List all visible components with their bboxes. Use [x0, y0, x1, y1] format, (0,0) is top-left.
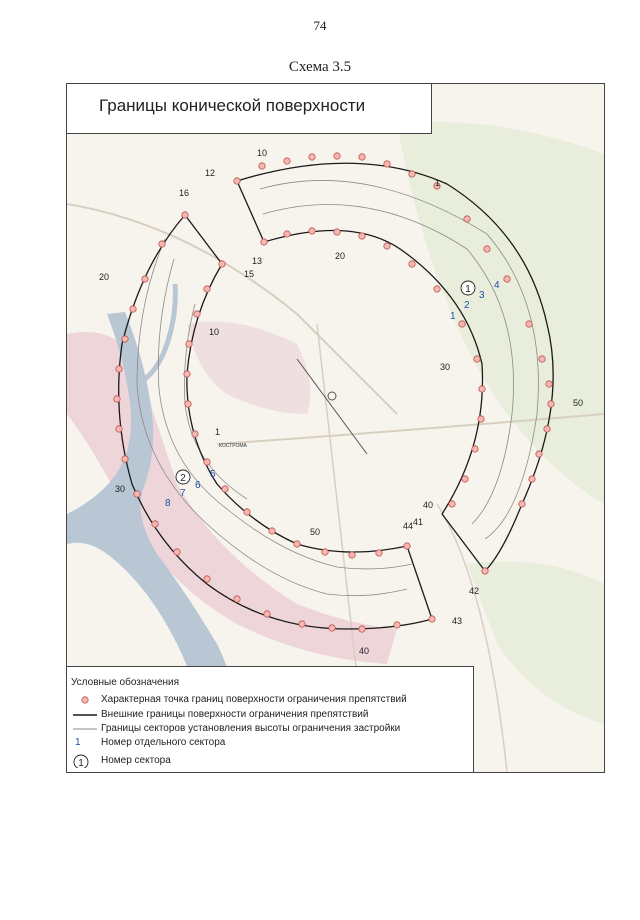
sector-number: 2 — [464, 300, 470, 311]
legend-item-sector-boundary — [67, 722, 473, 736]
sector-number: 5 — [210, 469, 216, 480]
point-label: 43 — [452, 616, 463, 626]
map-title: Границы конической поверхности — [99, 96, 366, 115]
point-label: 1 — [215, 427, 221, 437]
point-label: 20 — [335, 251, 346, 261]
legend — [67, 666, 474, 772]
legend-item-label: Внешние границы поверхности ограничения препятствий — [101, 709, 369, 720]
point-label: 41 — [413, 517, 424, 527]
point-label: 10 — [209, 327, 220, 337]
sector-number-sample: 1 — [75, 737, 81, 748]
legend-title: Условные обозначения — [71, 677, 180, 688]
sector-number: 6 — [195, 480, 201, 491]
solid-line-icon — [71, 708, 99, 722]
place-label: КОСТРОМА — [219, 443, 247, 449]
legend-item-label: Номер отдельного сектора — [101, 737, 226, 748]
point-label: 12 — [205, 168, 216, 178]
page-number: 74 — [313, 18, 327, 33]
legend-item-label: Характерная точка границ поверхности ограничения препятствий — [101, 694, 407, 705]
legend-item-point — [67, 693, 473, 707]
map-title-box — [67, 84, 432, 134]
point-label: 42 — [469, 586, 480, 596]
point-label: 13 — [252, 256, 263, 266]
point-label: 50 — [310, 527, 321, 537]
sector-circle — [176, 470, 190, 484]
svg-text:1: 1 — [78, 758, 84, 768]
point-label: 50 — [573, 398, 584, 408]
svg-text:1: 1 — [465, 284, 471, 295]
thin-line-icon — [71, 722, 99, 736]
sector-circle — [461, 281, 475, 295]
point-label: 10 — [257, 148, 268, 158]
point-label: 30 — [115, 484, 126, 494]
point-label: 40 — [423, 500, 434, 510]
point-symbol-icon — [71, 693, 99, 707]
svg-text:2: 2 — [180, 473, 186, 484]
legend-item-sector-number — [67, 736, 473, 750]
circled-number-icon — [71, 754, 99, 768]
sector-number: 8 — [165, 498, 171, 509]
legend-item-label: Номер сектора — [101, 755, 171, 766]
legend-item-outer-boundary — [67, 708, 473, 722]
point-label: 16 — [179, 188, 190, 198]
legend-item-sector-circle — [67, 754, 473, 768]
point-label: 40 — [359, 646, 370, 656]
point-label: 15 — [244, 269, 255, 279]
sector-number: 1 — [450, 311, 456, 322]
point-label: 1 — [435, 178, 441, 188]
legend-item-label: Границы секторов установления высоты ограничения застройки — [101, 723, 401, 734]
point-label: 20 — [99, 272, 110, 282]
scheme-title: Схема 3.5 — [288, 59, 352, 75]
sector-number: 3 — [479, 290, 485, 301]
point-label: 30 — [440, 362, 451, 372]
map-frame[interactable] — [66, 83, 605, 773]
point-label: 44 — [403, 521, 414, 531]
sector-number: 4 — [494, 280, 500, 291]
sector-number: 7 — [180, 488, 186, 499]
